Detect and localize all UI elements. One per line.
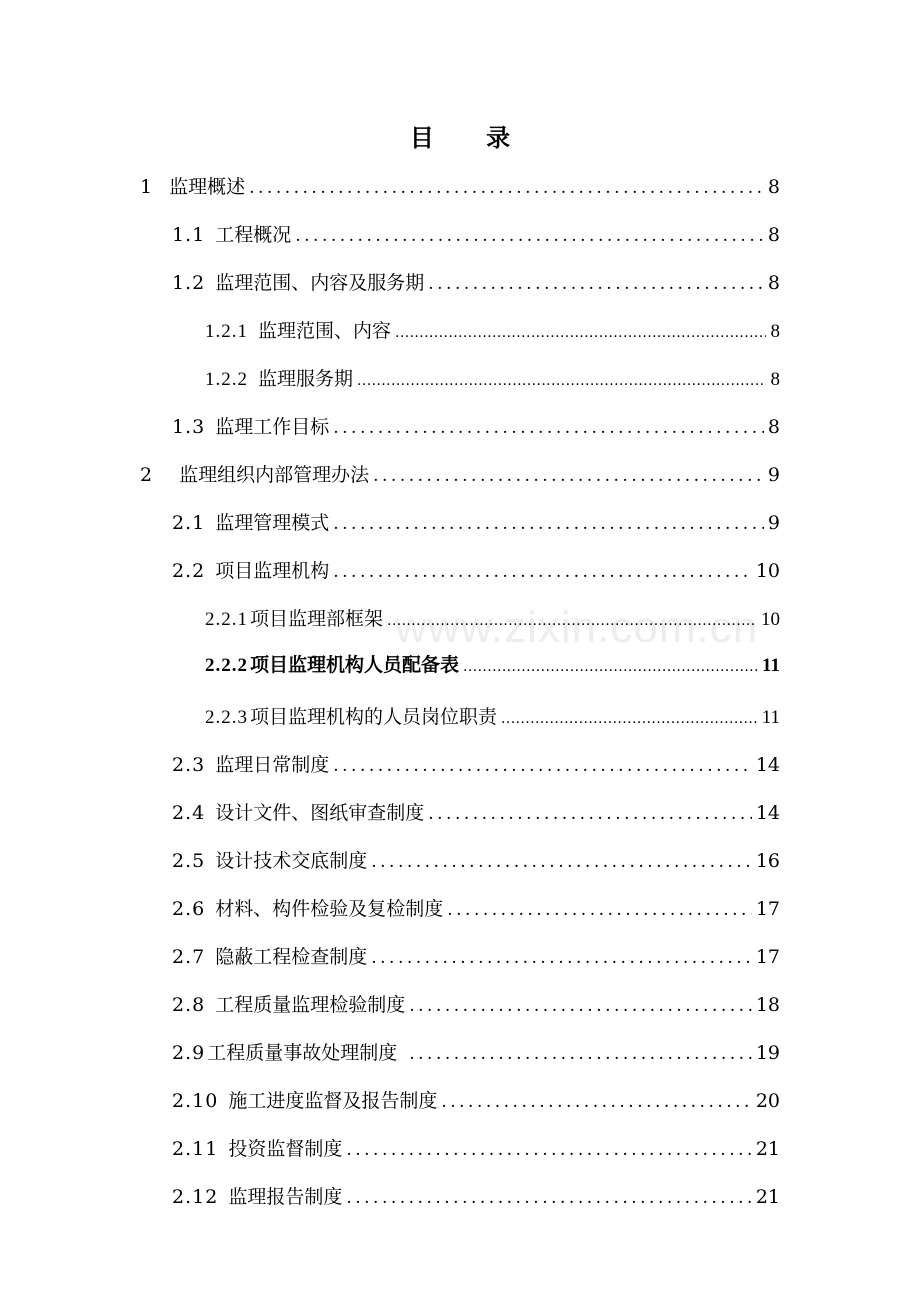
toc-title: 设计文件、图纸审查制度 — [215, 802, 425, 824]
toc-leader — [333, 756, 752, 776]
toc-entry[interactable] — [205, 604, 780, 632]
toc-entry[interactable] — [172, 846, 780, 874]
toc-entry[interactable] — [172, 750, 780, 778]
toc-leader — [371, 852, 752, 872]
toc-entry[interactable] — [172, 508, 780, 536]
toc-title: 工程概况 — [215, 224, 292, 246]
toc-page: 8 — [767, 224, 780, 246]
toc-page: 16 — [755, 850, 780, 872]
toc-page: 21 — [755, 1138, 780, 1160]
toc-entry[interactable] — [172, 798, 780, 826]
toc-title: 监理报告制度 — [228, 1186, 343, 1208]
toc-number: 2.3 — [172, 754, 206, 776]
toc-leader — [357, 373, 766, 389]
toc-entry[interactable] — [172, 990, 780, 1018]
toc-leader — [428, 274, 764, 294]
toc-entry[interactable] — [172, 942, 780, 970]
toc-entry[interactable] — [205, 702, 780, 730]
toc-leader — [333, 418, 764, 438]
toc-title: 材料、构件检验及复检制度 — [215, 898, 444, 920]
toc-leader — [333, 514, 764, 534]
toc-leader — [441, 1092, 751, 1112]
toc-entry[interactable] — [172, 1086, 780, 1114]
toc-leader — [501, 711, 758, 727]
toc-number: 2.11 — [172, 1138, 219, 1160]
toc-entry[interactable] — [205, 316, 780, 344]
toc-title: 隐蔽工程检查制度 — [215, 946, 368, 968]
toc-title: 监理日常制度 — [215, 754, 330, 776]
toc-number: 2.9 — [172, 1042, 206, 1064]
toc-page: 14 — [755, 754, 780, 776]
toc-leader — [395, 325, 766, 341]
toc-entry[interactable] — [205, 650, 780, 678]
toc-leader — [409, 996, 752, 1016]
toc-entry[interactable] — [172, 1182, 780, 1210]
toc-title: 工程质量监理检验制度 — [215, 994, 406, 1016]
toc-number: 2 — [140, 464, 154, 486]
toc-leader — [346, 1140, 751, 1160]
toc-entry[interactable] — [172, 556, 780, 584]
toc-page: 14 — [755, 802, 780, 824]
toc-number: 1 — [140, 176, 154, 198]
toc-number: 2.12 — [172, 1186, 219, 1208]
toc-title: 监理范围、内容 — [258, 320, 392, 342]
toc-entry[interactable] — [205, 364, 780, 392]
toc-leader — [428, 804, 752, 824]
toc-title: 设计技术交底制度 — [215, 850, 368, 872]
toc-leader — [249, 178, 764, 198]
toc-title: 投资监督制度 — [228, 1138, 343, 1160]
toc-number: 2.2.3 — [205, 707, 248, 728]
toc-number: 2.4 — [172, 802, 206, 824]
watermark: www.zixin.com.cn — [395, 603, 759, 652]
toc-page: 19 — [755, 1042, 780, 1064]
toc-title: 监理范围、内容及服务期 — [215, 272, 425, 294]
toc-number: 2.10 — [172, 1090, 219, 1112]
toc-entry[interactable] — [172, 1134, 780, 1162]
toc-number: 2.2.2 — [205, 655, 248, 676]
toc-page: 10 — [755, 560, 780, 582]
toc-leader — [333, 562, 752, 582]
toc-number: 2.2.1 — [205, 609, 248, 630]
toc-page: 8 — [767, 416, 780, 438]
toc-leader — [371, 948, 752, 968]
toc-title: 监理工作目标 — [215, 416, 330, 438]
toc-entry[interactable] — [172, 412, 780, 440]
toc-number: 1.2 — [172, 272, 206, 294]
toc-leader — [463, 659, 758, 675]
toc-page: 8 — [767, 272, 780, 294]
toc-number: 1.1 — [172, 224, 206, 246]
toc-page: 9 — [767, 512, 780, 534]
toc-number: 1.2.2 — [205, 369, 248, 390]
toc-page: 20 — [755, 1090, 780, 1112]
toc-page: 8 — [770, 369, 780, 390]
toc-number: 2.1 — [172, 512, 206, 534]
toc-entry[interactable] — [172, 220, 780, 248]
toc-page: 8 — [767, 176, 780, 198]
toc-page: 17 — [755, 898, 780, 920]
toc-title: 施工进度监督及报告制度 — [228, 1090, 438, 1112]
page-title: 目 录 — [409, 123, 533, 152]
toc-page: 17 — [755, 946, 780, 968]
toc-title: 监理管理模式 — [215, 512, 330, 534]
toc-title: 工程质量事故处理制度 — [207, 1042, 398, 1064]
toc-page: 11 — [762, 655, 780, 676]
toc-page: 21 — [755, 1186, 780, 1208]
toc-page: 11 — [761, 707, 780, 728]
toc-leader — [447, 900, 752, 920]
toc-number: 2.6 — [172, 898, 206, 920]
toc-number: 1.2.1 — [205, 321, 248, 342]
toc-leader — [387, 613, 757, 629]
toc-title: 监理组织内部管理办法 — [179, 464, 370, 486]
toc-number: 2.7 — [172, 946, 206, 968]
toc-entry[interactable] — [140, 460, 780, 488]
toc-number: 2.5 — [172, 850, 206, 872]
toc-leader — [295, 226, 764, 246]
toc-title: 项目监理部框架 — [250, 608, 384, 630]
toc-entry[interactable] — [172, 1038, 780, 1066]
toc-number: 2.2 — [172, 560, 206, 582]
toc-number: 2.8 — [172, 994, 206, 1016]
toc-entry[interactable] — [140, 172, 780, 200]
toc-title: 项目监理机构的人员岗位职责 — [250, 706, 498, 728]
toc-page: 10 — [761, 609, 780, 630]
toc-leader — [409, 1044, 752, 1064]
toc-entry[interactable] — [172, 894, 780, 922]
toc-title: 监理服务期 — [258, 368, 354, 390]
toc-page: 8 — [770, 321, 780, 342]
toc-title: 监理概述 — [169, 176, 246, 198]
toc-title: 项目监理机构人员配备表 — [250, 654, 460, 676]
toc-leader — [373, 466, 764, 486]
toc-leader — [346, 1188, 751, 1208]
toc-page: 18 — [755, 994, 780, 1016]
toc-page: 9 — [767, 464, 780, 486]
toc-number: 1.3 — [172, 416, 206, 438]
toc-title: 项目监理机构 — [215, 560, 330, 582]
toc-entry[interactable] — [172, 268, 780, 296]
